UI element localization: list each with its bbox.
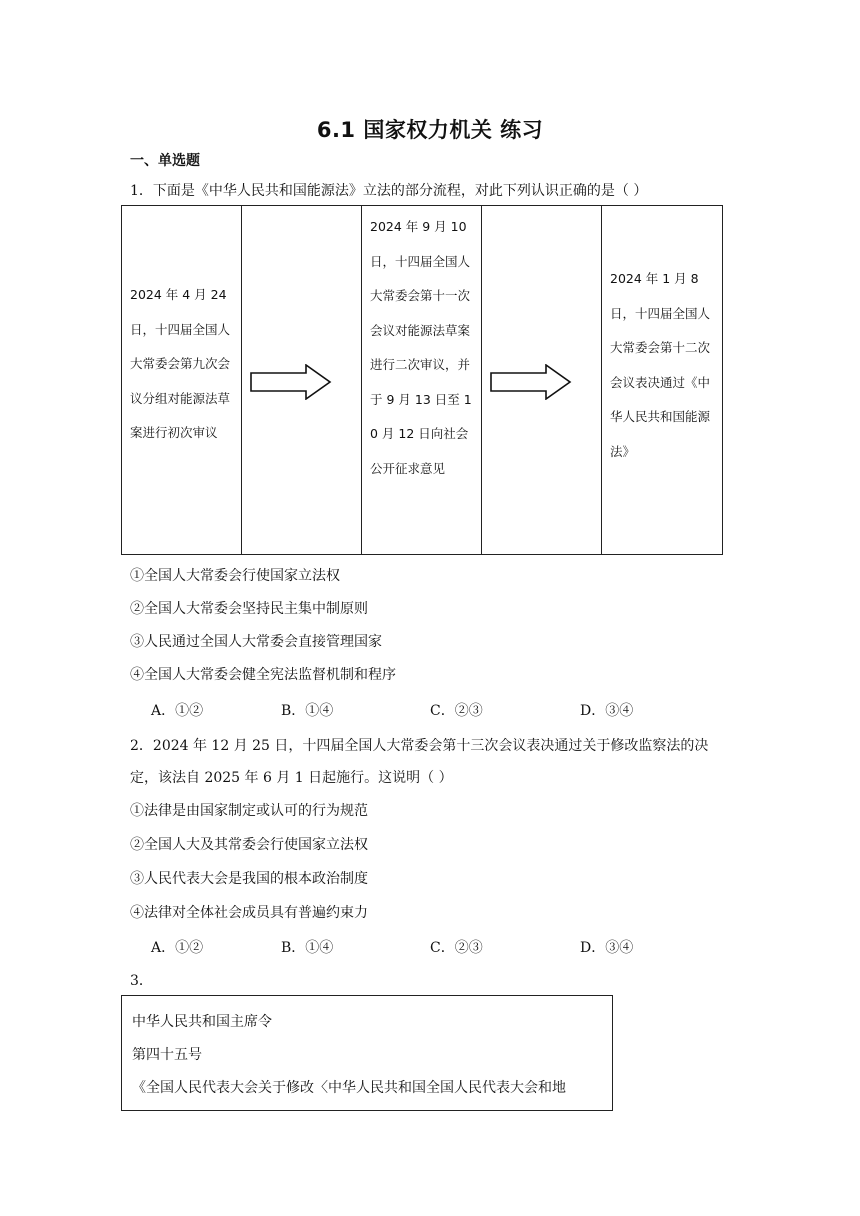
q2-statement-1: ①法律是由国家制定或认可的行为规范 — [130, 803, 368, 819]
q1-statement-4: ④全国人大常委会健全宪法监督机制和程序 — [130, 667, 396, 683]
q1-statement-1: ①全国人大常委会行使国家立法权 — [130, 568, 340, 584]
q2-statement-4: ④法律对全体社会成员具有普遍约束力 — [130, 905, 368, 921]
section-heading: 一、单选题 — [130, 153, 200, 169]
q3-decree-line-3: 《全国人民代表大会关于修改〈中华人民共和国全国人民代表大会和地 — [132, 1080, 566, 1096]
flow-step-1 — [122, 206, 242, 554]
q1-option-a[interactable]: A．①② — [151, 703, 204, 719]
flow-step-1-text: 2024 年 4 月 24 日，十四届全国人大常委会第九次会议分组对能源法草案进行初次审议 — [130, 287, 231, 440]
flow-step-3 — [602, 206, 722, 554]
right-arrow-icon — [250, 364, 332, 400]
q2-stem-line-1: 2．2024 年 12 月 25 日，十四届全国人大常委会第十三次会议表决通过关于修改监察法的决 — [130, 738, 709, 754]
flow-arrow-cell-1 — [242, 206, 362, 554]
q2-option-b[interactable]: B．①④ — [281, 940, 334, 956]
page-title: 6.1 国家权力机关 练习 — [316, 118, 544, 142]
q3-decree-line-2: 第四十五号 — [132, 1047, 202, 1063]
flow-step-2 — [362, 206, 482, 554]
q1-option-d[interactable]: D．③④ — [580, 703, 634, 719]
q1-stem: 1．下面是《中华人民共和国能源法》立法的部分流程，对此下列认识正确的是（ ） — [130, 183, 648, 199]
q2-option-d[interactable]: D．③④ — [580, 940, 634, 956]
q1-option-b[interactable]: B．①④ — [281, 703, 334, 719]
q3-number: 3． — [130, 973, 153, 989]
q1-statement-2: ②全国人大常委会坚持民主集中制原则 — [130, 601, 368, 617]
q1-flow-table — [121, 205, 723, 555]
flow-step-2-text: 2024 年 9 月 10 日，十四届全国人大常委会第十一次会议对能源法草案进行二次审议，并于 9 月 13 日至 10 月 12 日向社会公开征求意见 — [370, 219, 472, 476]
q1-option-c[interactable]: C．②③ — [430, 703, 483, 719]
flow-step-3-text: 2024 年 1 月 8 日，十四届全国人大常委会第十二次会议表决通过《中华人民共和国能源法》 — [610, 271, 711, 459]
q2-statement-3: ③人民代表大会是我国的根本政治制度 — [130, 871, 368, 887]
q2-option-c[interactable]: C．②③ — [430, 940, 483, 956]
q2-option-a[interactable]: A．①② — [151, 940, 204, 956]
q3-decree-box — [121, 995, 613, 1111]
q2-statement-2: ②全国人大及其常委会行使国家立法权 — [130, 837, 368, 853]
right-arrow-icon — [490, 364, 572, 400]
q2-stem-line-2: 定，该法自 2025 年 6 月 1 日起施行。这说明（ ） — [130, 770, 453, 786]
q1-statement-3: ③人民通过全国人大常委会直接管理国家 — [130, 634, 382, 650]
flow-arrow-cell-2 — [482, 206, 602, 554]
q3-decree-line-1: 中华人民共和国主席令 — [132, 1014, 272, 1030]
